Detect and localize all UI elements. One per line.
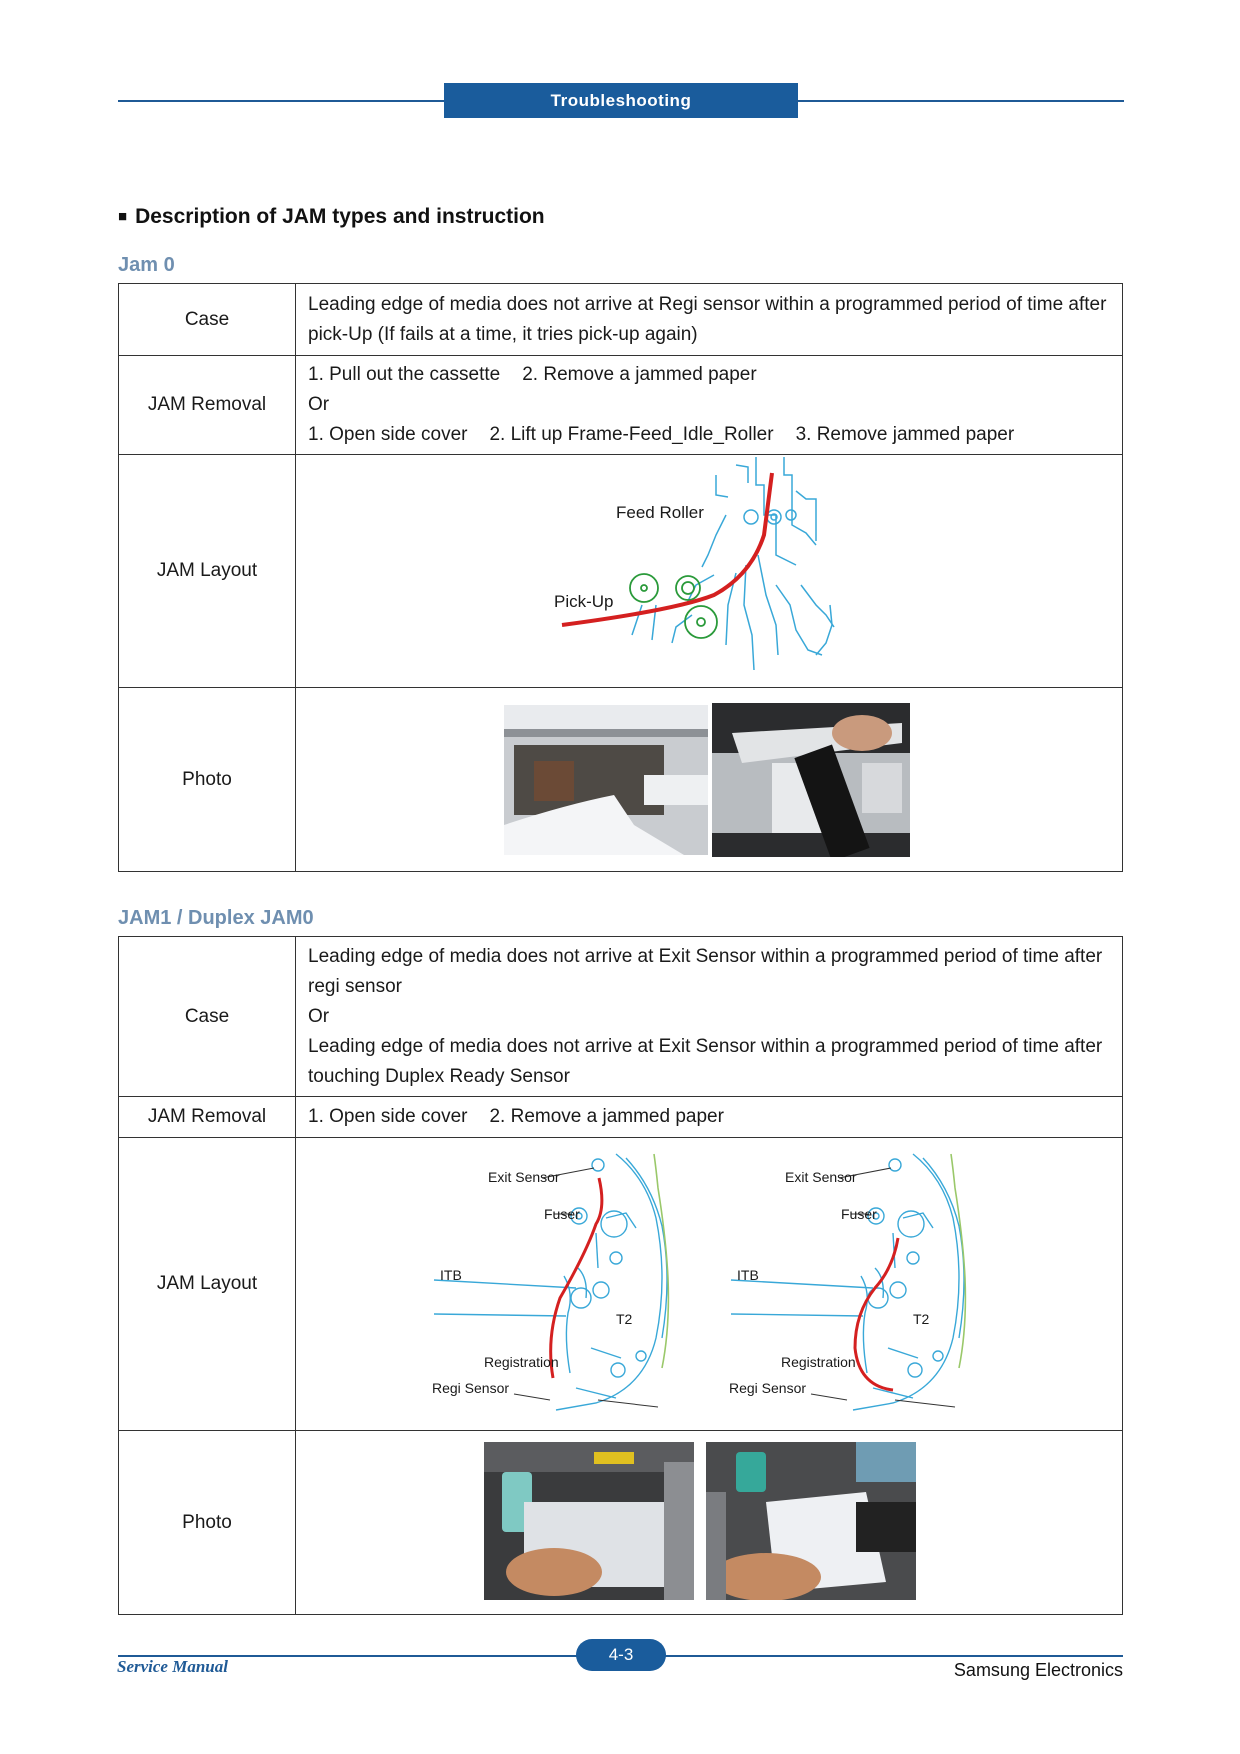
jam1-left-label-fuser: Fuser [544, 1206, 580, 1222]
jam1-right-label-fuser: Fuser [841, 1206, 877, 1222]
jam0-removal-label: JAM Removal [119, 356, 296, 455]
jam0-removal-row [119, 356, 1123, 455]
section-title-text: Description of JAM types and instruction [135, 205, 545, 228]
jam1-left-label-itb: ITB [440, 1267, 462, 1283]
header-rule-left [118, 100, 444, 102]
jam0-case-row [119, 284, 1123, 356]
jam0-removal-line3: 1. Open side cover 2. Lift up Frame-Feed_Idle_Roller 3. Remove jammed paper [308, 424, 1015, 445]
jam1-table [118, 936, 1123, 1615]
jam0-photo-row [119, 688, 1123, 872]
jam1-right-label-regi-sensor: Regi Sensor [729, 1380, 807, 1396]
jam1-diagram-right [729, 1154, 965, 1410]
jam0-label-pickup: Pick-Up [554, 592, 614, 611]
jam0-table [118, 283, 1123, 872]
jam1-photo-row [119, 1431, 1123, 1615]
jam1-diagram-left [432, 1154, 668, 1410]
section-title [118, 205, 545, 229]
jam1-photo-label: Photo [119, 1431, 296, 1615]
jam1-right-label-exit-sensor: Exit Sensor [785, 1169, 857, 1185]
jam1-removal-text: 1. Open side cover 2. Remove a jammed paper [296, 1097, 1123, 1138]
jam1-layout-cell [296, 1138, 1123, 1431]
jam1-paper-path-diagrams [296, 1138, 1125, 1431]
jam0-photo-cell [296, 688, 1123, 872]
jam0-removal-line1: 1. Pull out the cassette 2. Remove a jammed paper [308, 364, 757, 385]
jam0-heading: Jam 0 [118, 254, 175, 276]
jam0-label-feed-roller: Feed Roller [616, 503, 704, 522]
jam1-left-label-registration: Registration [484, 1354, 559, 1370]
jam1-layout-row [119, 1138, 1123, 1431]
jam1-photo-cell [296, 1431, 1123, 1615]
jam0-photo-cassette [504, 705, 708, 855]
jam1-case-line2: Leading edge of media does not arrive at Exit Sensor within a programmed period of time after touching Duplex Ready Sensor [308, 1035, 1103, 1087]
jam1-right-label-registration: Registration [781, 1354, 856, 1370]
jam1-left-label-t2: T2 [616, 1311, 633, 1327]
jam0-removal-text [296, 356, 1123, 455]
jam0-case-text: Leading edge of media does not arrive at Regi sensor within a programmed period of time after pick-Up (If fails at a time, it tries pick-up again) [296, 284, 1123, 356]
jam0-layout-row [119, 455, 1123, 688]
footer-service-manual: Service Manual [117, 1657, 228, 1676]
header-rule-right [796, 100, 1124, 102]
jam1-layout-label: JAM Layout [119, 1138, 296, 1431]
jam1-photo-open-cover [484, 1442, 694, 1600]
jam1-right-label-itb: ITB [737, 1267, 759, 1283]
jam1-removal-label: JAM Removal [119, 1097, 296, 1138]
square-bullet-icon: ■ [118, 208, 128, 225]
jam0-paper-path-diagram [296, 455, 1125, 688]
jam0-layout-cell [296, 455, 1123, 688]
page-number: 4-3 [576, 1639, 666, 1671]
jam1-case-line1: Leading edge of media does not arrive at Exit Sensor within a programmed period of time after regi sensor [308, 945, 1103, 997]
jam0-feed-roller-marks [744, 510, 796, 524]
jam1-case-label: Case [119, 937, 296, 1097]
jam0-layout-label: JAM Layout [119, 455, 296, 688]
jam1-case-or: Or [308, 1005, 330, 1027]
jam1-left-label-regi-sensor: Regi Sensor [432, 1380, 510, 1396]
jam0-photo-label: Photo [119, 688, 296, 872]
jam1-right-label-t2: T2 [913, 1311, 930, 1327]
jam1-photo-remove-paper [706, 1442, 916, 1600]
jam0-removal-or: Or [308, 394, 330, 415]
footer-publisher: Samsung Electronics [953, 1660, 1123, 1680]
jam1-heading: JAM1 / Duplex JAM0 [118, 907, 314, 929]
jam0-schematic-frame [632, 457, 834, 670]
jam0-photo-side-cover [712, 703, 910, 857]
jam1-case-text [296, 937, 1123, 1097]
jam1-case-row [119, 937, 1123, 1097]
jam1-left-label-exit-sensor: Exit Sensor [488, 1169, 560, 1185]
jam1-removal-row [119, 1097, 1123, 1138]
jam0-case-label: Case [119, 284, 296, 356]
header-section-tab: Troubleshooting [444, 83, 798, 118]
